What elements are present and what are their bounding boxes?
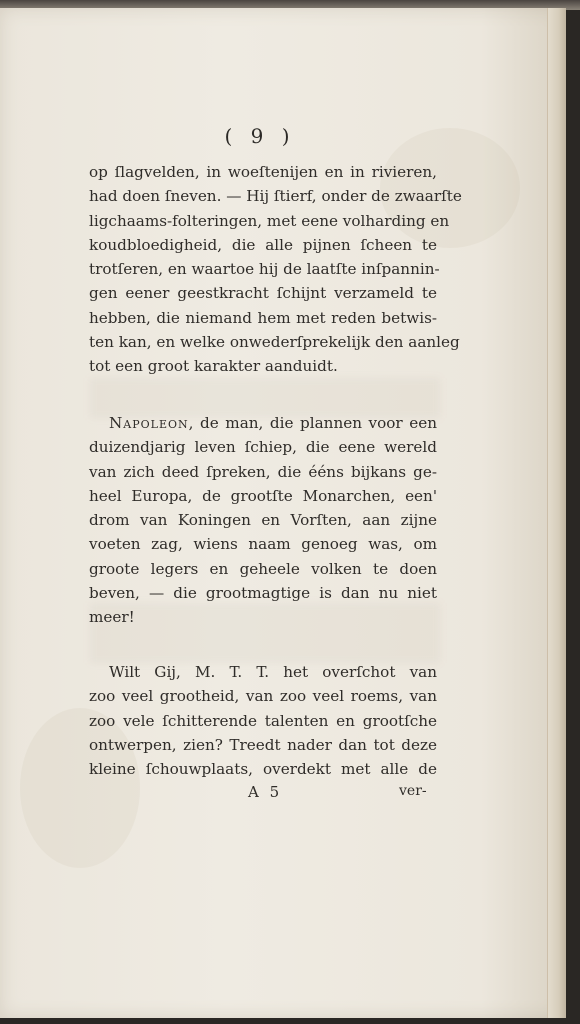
text-line: Wilt Gij, M. T. T. het overſchot van	[109, 663, 437, 681]
text-line: drom van Koningen en Vorſten, aan zijne	[89, 511, 437, 530]
text-line: voeten zag, wiens naam genoeg was, om	[89, 535, 437, 554]
text-line: ten kan, en welke onwederſprekelijk den aanleg	[89, 333, 460, 352]
text-line	[89, 411, 437, 435]
paragraph-1	[89, 160, 462, 379]
paragraph-3	[89, 660, 437, 781]
text-line: gen eener geestkracht ſchijnt verzameld te	[89, 284, 437, 303]
text-line: hebben, die niemand hem met reden betwis-	[89, 308, 437, 327]
text-line-rest: , de man, die plannen voor een	[188, 414, 437, 432]
text-line: ontwerpen, zien? Treedt nader dan tot deze	[89, 735, 437, 754]
text-line: duizendjarig leven ſchiep, die eene wereld	[89, 438, 437, 457]
signature-mark: A 5	[248, 783, 283, 801]
book-page	[0, 8, 566, 1018]
text-line: tot een groot karakter aanduidt.	[89, 357, 338, 376]
text-line: zoo veel grootheid, van zoo veel roems, van	[89, 687, 437, 706]
catchword: ver-	[399, 783, 427, 799]
paragraph-2	[89, 411, 437, 630]
page-number-header: ( 9 )	[224, 124, 296, 148]
text-line: van zich deed ſpreken, die ééns bijkans ge-	[89, 462, 437, 481]
text-line: trotſeren, en waartoe hij de laatſte inſpannin-	[89, 260, 440, 279]
name-napoleon: Napoleon	[109, 414, 189, 432]
text-line: groote legers en geheele volken te doen	[89, 559, 437, 578]
text-line: koudbloedigheid, die alle pijnen ſcheen te	[89, 235, 437, 254]
text-line: beven, — die grootmagtige is dan nu niet	[89, 584, 437, 603]
text-line: had doen ſneven. — Hij ſtierf, onder de zwaarſte	[89, 187, 462, 206]
text-line: op ſlagvelden, in woeſtenijen en in rivieren,	[89, 163, 437, 181]
text-line: heel Europa, de grootſte Monarchen, een'	[89, 486, 437, 505]
text-line: zoo vele ſchitterende talenten en grootſche	[89, 711, 437, 730]
text-line: meer!	[89, 608, 135, 627]
text-line: ligchaams-folteringen, met eene volharding en	[89, 211, 450, 230]
text-line: kleine ſchouwplaats, overdekt met alle de	[89, 760, 437, 779]
page-edge	[547, 8, 566, 1018]
